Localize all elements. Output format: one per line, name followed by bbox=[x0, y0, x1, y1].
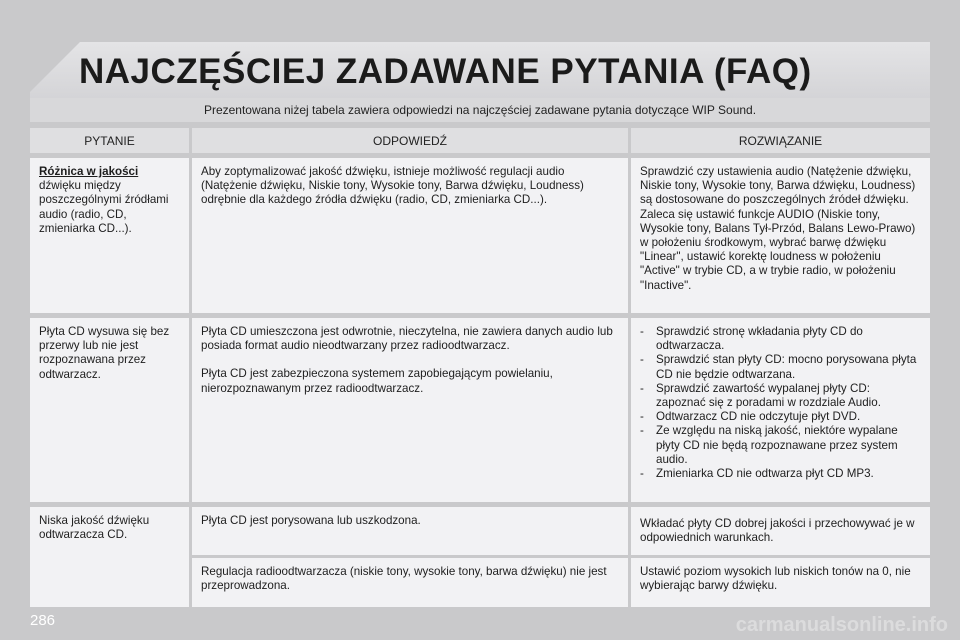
row4-solution bbox=[631, 558, 930, 607]
row2-answer bbox=[192, 318, 628, 502]
row3-solution-text: Wkładać płyty CD dobrej jakości i przechowywać je w odpowiednich warunkach. bbox=[640, 517, 915, 545]
row1-answer bbox=[192, 158, 628, 313]
row3-answer bbox=[192, 507, 628, 555]
watermark: carmanualsonline.info bbox=[735, 614, 948, 636]
row3-question bbox=[30, 507, 189, 607]
row2-answer-paragraph-1: Płyta CD umieszczona jest odwrotnie, nieczytelna, nie zawiera danych audio lub posiada format audio nieodtwarzany przez radioodtwarzacz. bbox=[201, 325, 613, 353]
list-item: - Sprawdzić zawartość wypalanej płyty CD: zapoznać się z poradami w rozdziale Audio. bbox=[640, 382, 922, 410]
row1-solution-text: Sprawdzić czy ustawienia audio (Natężenie dźwięku, Niskie tony, Wysokie tony, Barwa dźwięku, Loudness) są dostosowane do poszczególnych źródeł dźwięku. Zaleca się ustawić funkcje AUDIO (Niskie tony, Wysokie tony, Balans Tył-Przód, Balans Lewo-Prawo) w położeniu środkowym, wybrać barwę dźwięku "Linear", ustawić korektę loudness w położeniu "Active" w trybie CD, a w trybie radio, w położeniu "Inactive". bbox=[640, 165, 916, 292]
row2-question bbox=[30, 318, 189, 502]
intro-text: Prezentowana niżej tabela zawiera odpowiedzi na najczęściej zadawane pytania dotyczące WIP Sound. bbox=[30, 98, 930, 122]
row2-question-text: Płyta CD wysuwa się bez przerwy lub nie jest rozpoznawana przez odtwarzacz. bbox=[39, 325, 170, 381]
list-item: - Sprawdzić stan płyty CD: mocno porysowana płyta CD nie będzie odtwarzana. bbox=[640, 353, 922, 381]
list-item: - Zmieniarka CD nie odtwarza płyt CD MP3. bbox=[640, 467, 922, 481]
row4-answer-text: Regulacja radioodtwarzacza (niskie tony, wysokie tony, barwa dźwięku) nie jest przeprowadzona. bbox=[201, 565, 607, 593]
row3-question-text: Niska jakość dźwięku odtwarzacza CD. bbox=[39, 514, 150, 542]
list-item: - Odtwarzacz CD nie odczytuje płyt DVD. bbox=[640, 410, 922, 424]
row1-question-bold: Różnica w jakości bbox=[39, 165, 139, 178]
row2-answer-paragraph-2: Płyta CD jest zabezpieczona systemem zapobiegającym powielaniu, nierozpoznawanym przez radioodtwarzacz. bbox=[201, 367, 553, 395]
header-answer: ODPOWIEDŹ bbox=[192, 128, 628, 153]
row3-answer-text: Płyta CD jest porysowana lub uszkodzona. bbox=[201, 514, 421, 527]
row2-solution-list bbox=[640, 325, 922, 481]
row2-solution bbox=[631, 318, 930, 502]
header-question: PYTANIE bbox=[30, 128, 189, 153]
row1-question bbox=[30, 158, 189, 313]
list-item: - Ze względu na niską jakość, niektóre wypalane płyty CD nie będą rozpoznawane przez system audio. bbox=[640, 424, 922, 467]
page-number: 286 bbox=[30, 612, 56, 629]
row1-answer-text: Aby zoptymalizować jakość dźwięku, istnieje możliwość regulacji audio (Natężenie dźwięku, Niskie tony, Wysokie tony, Barwa dźwięku, Loudness) odrębnie dla każdego źródła dźwięku (radio, CD, zmieniarka CD...). bbox=[201, 165, 584, 207]
header-solution: ROZWIĄZANIE bbox=[631, 128, 930, 153]
row1-question-text: dźwięku między poszczególnymi źródłami audio (radio, CD, zmieniarka CD...). bbox=[39, 179, 169, 235]
row4-answer bbox=[192, 558, 628, 607]
page-title: NAJCZĘŚCIEJ ZADAWANE PYTANIA (FAQ) bbox=[79, 52, 812, 91]
list-item: - Sprawdzić stronę wkładania płyty CD do odtwarzacza. bbox=[640, 325, 922, 353]
row3-solution bbox=[631, 507, 930, 555]
row4-solution-text: Ustawić poziom wysokich lub niskich tonów na 0, nie wybierając barwy dźwięku. bbox=[640, 565, 911, 593]
row1-solution bbox=[631, 158, 930, 313]
